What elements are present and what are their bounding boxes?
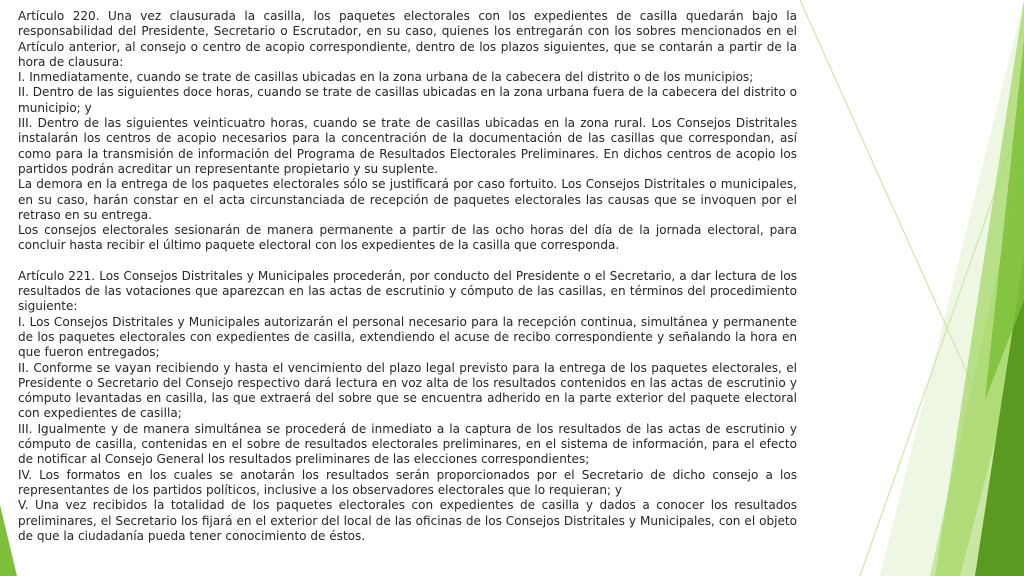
article-220-session-paragraph: Los consejos electorales sesionarán de manera permanente a partir de las ocho horas del día de la jornada electoral, para concluir hasta recibir el último paquete electoral con los expedientes de la casilla que corresponda.	[18, 223, 797, 253]
article-221-item-i: I. Los Consejos Distritales y Municipales autorizarán el personal necesario para la recepción continua, simultánea y permanente de los paquetes electorales con expedientes de casilla, extendiendo el acuse de recibo correspondiente y señalando la hora en que fueron entregados;	[18, 314, 797, 360]
article-221-item-ii: II. Conforme se vayan recibiendo y hasta el vencimiento del plazo legal previsto para la entrega de los paquetes electorales, el Presidente o Secretario del Consejo respectivo dará lectura en voz alta de los resultados contenidos en las actas de escrutinio y cómputo levantadas en casilla, las que extraerá del sobre que se encuentra adherido en la parte exterior del paquete electoral con expedientes de casilla;	[18, 360, 797, 421]
article-220-heading: Artículo 220. Una vez clausurada la casilla, los paquetes electorales con los expedientes de casilla quedarán bajo la responsabilidad del Presidente, Secretario o Escrutador, en su caso, quienes los entregarán con los sobres mencionados en el Artículo anterior, al consejo o centro de acopio correspondiente, dentro de los plazos siguientes, que se contarán a partir de la hora de clausura:	[18, 9, 797, 69]
slide-text-body	[18, 9, 797, 544]
article-220-item-iii: III. Dentro de las siguientes veinticuatro horas, cuando se trate de casillas ubicadas en la zona rural. Los Consejos Distritales instalarán los centros de acopio necesarios para la concentración de la documentación de las casillas que correspondan, así como para la transmisión de información del Programa de Resultados Electorales Preliminares. En dichos centros de acopio los partidos podrán acreditar un representante propietario y su suplente.	[18, 116, 797, 176]
article-220-item-ii: II. Dentro de las siguientes doce horas, cuando se trate de casillas ubicadas en la zona urbana fuera de la cabecera del distrito o municipio; y	[18, 85, 797, 115]
article-220-delay-paragraph: La demora en la entrega de los paquetes electorales sólo se justificará por caso fortuito. Los Consejos Distritales o municipales, en su caso, harán constar en el acta circunstanciada de recepción de paquetes electorales las causas que se invoquen por el retraso en su entrega.	[18, 177, 797, 222]
article-spacer	[18, 254, 797, 269]
article-220-item-i: I. Inmediatamente, cuando se trate de casillas ubicadas en la zona urbana de la cabecera del distrito o de los municipios;	[18, 70, 754, 85]
article-221-item-iii: III. Igualmente y de manera simultánea se procederá de inmediato a la captura de los resultados de las actas de escrutinio y cómputo de casilla, contenidas en el sobre de resultados electorales preliminares, en el sistema de información, para el efecto de notificar al Consejo General los resultados preliminares de las elecciones correspondientes;	[18, 421, 797, 467]
article-221-heading: Artículo 221. Los Consejos Distritales y Municipales procederán, por conducto del Presidente o el Secretario, a dar lectura de los resultados de las votaciones que aparezcan en las actas de escrutinio y cómputo de las casillas, en términos del procedimiento siguiente:	[18, 268, 797, 314]
article-221-item-iv: IV. Los formatos en los cuales se anotarán los resultados serán proporcionados por el Secretario de dicho consejo a los representantes de los partidos políticos, inclusive a los observadores electorales que lo requieran; y	[18, 467, 797, 497]
article-221-item-v: V. Una vez recibidos la totalidad de los paquetes electorales con expedientes de casilla y dados a conocer los resultados preliminares, el Secretario los fijará en el exterior del local de las oficinas de los Consejos Distritales y Municipales, con el objeto de que la ciudadanía pueda tener conocimiento de éstos.	[18, 498, 797, 543]
left-green-corner	[0, 505, 17, 576]
